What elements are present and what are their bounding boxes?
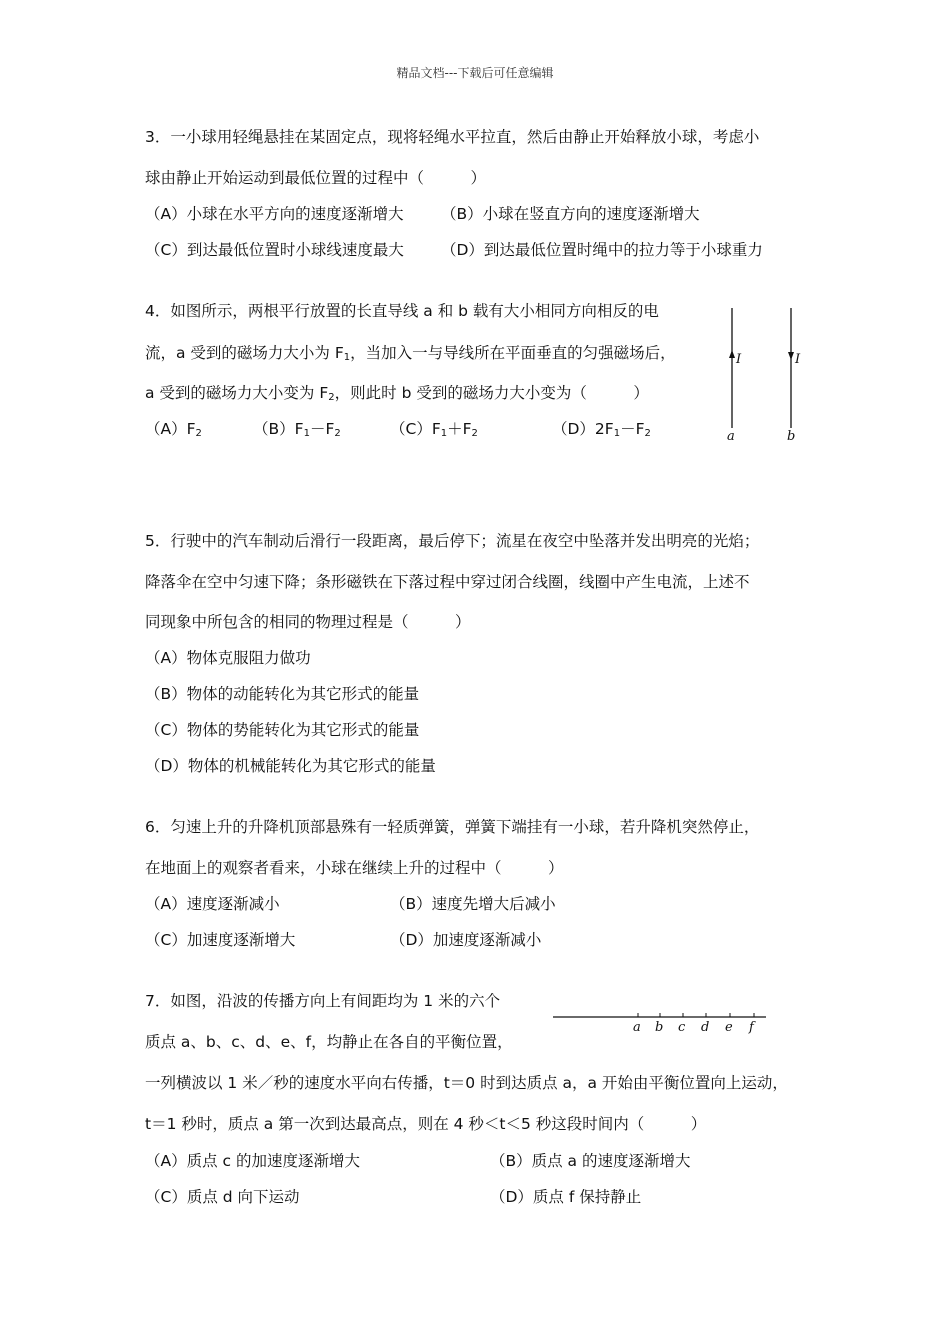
wave-points-figure	[548, 1005, 773, 1037]
q4-option-a-sub: 2	[195, 428, 202, 439]
q3-option-c: （C）到达最低位置时小球线速度最大	[145, 241, 404, 259]
q4-option-b-sub-a: 1	[303, 428, 310, 439]
q7-line-1: 7．如图，沿波的传播方向上有间距均为 1 米的六个	[145, 992, 501, 1010]
wire-a-label: a	[727, 429, 735, 444]
q7-option-c: （C）质点 d 向下运动	[145, 1188, 300, 1206]
q5-option-b: （B）物体的动能转化为其它形式的能量	[145, 685, 420, 703]
page-header: 精品文档---下载后可任意编辑	[396, 66, 554, 80]
q4-line-2	[145, 343, 676, 368]
q6-option-a: （A）速度逐渐减小	[145, 895, 280, 913]
parallel-wires-figure	[715, 300, 815, 450]
q4-line-3	[145, 383, 649, 408]
q4-line-2-text-a: 流，a 受到的磁场力大小为 F	[145, 344, 344, 362]
q4-option-b-sub-b: 2	[334, 428, 341, 439]
q6-option-c: （C）加速度逐渐增大	[145, 931, 296, 949]
arrow-down-icon	[788, 352, 794, 360]
q6-option-b: （B）速度先增大后减小	[390, 895, 556, 913]
q3-line-1: 3．一小球用轻绳悬挂在某固定点，现将轻绳水平拉直，然后由静止开始释放小球，考虑小	[145, 128, 760, 146]
q4-option-c-text-a: （C）F	[390, 420, 441, 438]
q7-line-4: t＝1 秒时，质点 a 第一次到达最高点，则在 4 秒＜t＜5 秒这段时间内（ ）	[145, 1115, 707, 1133]
q6-line-2: 在地面上的观察者看来，小球在继续上升的过程中（ ）	[145, 859, 564, 877]
q4-option-c-sub-a: 1	[440, 428, 448, 439]
q4-option-b	[253, 419, 341, 444]
q4-line-2-text-b: ，当加入一与导线所在平面垂直的匀强磁场后，	[350, 344, 676, 362]
q5-option-d: （D）物体的机械能转化为其它形式的能量	[145, 757, 436, 775]
q3-option-b: （B）小球在竖直方向的速度逐渐增大	[441, 205, 700, 223]
point-b-label: b	[655, 1020, 664, 1035]
q5-line-3: 同现象中所包含的相同的物理过程是（ ）	[145, 613, 471, 631]
q4-line-3-text-b: ，则此时 b 受到的磁场力大小变为（ ）	[334, 384, 649, 402]
q4-line-1: 4．如图所示，两根平行放置的长直导线 a 和 b 载有大小相同方向相反的电	[145, 302, 659, 320]
q4-sub-1: 1	[343, 352, 351, 363]
q3-option-d: （D）到达最低位置时绳中的拉力等于小球重力	[441, 241, 763, 259]
q4-option-d-sub-b: 2	[644, 428, 651, 439]
q6-line-1: 6．匀速上升的升降机顶部悬殊有一轻质弹簧，弹簧下端挂有一小球，若升降机突然停止，	[145, 818, 760, 836]
q5-line-1: 5．行驶中的汽车制动后滑行一段距离，最后停下；流星在夜空中坠落并发出明亮的光焰；	[145, 532, 760, 550]
point-d-label: d	[701, 1020, 710, 1035]
point-e-label: e	[725, 1020, 733, 1035]
q7-line-2: 质点 a、b、c、d、e、f，均静止在各自的平衡位置，	[145, 1033, 513, 1051]
q4-option-b-text-b: －F	[309, 420, 335, 438]
q4-option-a	[145, 419, 202, 444]
q4-option-d-text-a: （D）2F	[552, 420, 614, 438]
q7-option-a: （A）质点 c 的加速度逐渐增大	[145, 1152, 360, 1170]
point-a-label: a	[633, 1020, 641, 1035]
q4-option-b-text-a: （B）F	[253, 420, 304, 438]
q5-option-a: （A）物体克服阻力做功	[145, 649, 311, 667]
q4-option-c	[390, 419, 478, 444]
point-f-label: f	[749, 1020, 754, 1035]
q4-option-d	[552, 419, 651, 444]
q7-option-b: （B）质点 a 的速度逐渐增大	[490, 1152, 691, 1170]
q3-line-2: 球由静止开始运动到最低位置的过程中（ ）	[145, 169, 487, 187]
q4-option-c-text-b: ＋F	[447, 420, 472, 438]
wire-a-current-label: I	[736, 352, 742, 367]
q4-line-3-text-a: a 受到的磁场力大小变为 F	[145, 384, 329, 402]
wire-b-label: b	[787, 429, 796, 444]
q4-option-c-sub-b: 2	[471, 428, 478, 439]
q4-option-d-sub-a: 1	[613, 428, 621, 439]
q3-option-a: （A）小球在水平方向的速度逐渐增大	[145, 205, 404, 223]
wire-b-current-label: I	[795, 352, 801, 367]
q5-option-c: （C）物体的势能转化为其它形式的能量	[145, 721, 420, 739]
q7-option-d: （D）质点 f 保持静止	[490, 1188, 642, 1206]
q4-option-d-text-b: －F	[620, 420, 645, 438]
arrow-up-icon	[729, 350, 735, 358]
q5-line-2: 降落伞在空中匀速下降；条形磁铁在下落过程中穿过闭合线圈，线圈中产生电流，上述不	[145, 573, 750, 591]
q4-sub-2: 2	[328, 392, 335, 403]
q4-option-a-text: （A）F	[145, 420, 196, 438]
q7-line-3: 一列横波以 1 米／秒的速度水平向右传播，t＝0 时到达质点 a，a 开始由平衡位置向上运动，	[145, 1074, 788, 1092]
point-c-label: c	[678, 1020, 686, 1035]
q6-option-d: （D）加速度逐渐减小	[390, 931, 542, 949]
